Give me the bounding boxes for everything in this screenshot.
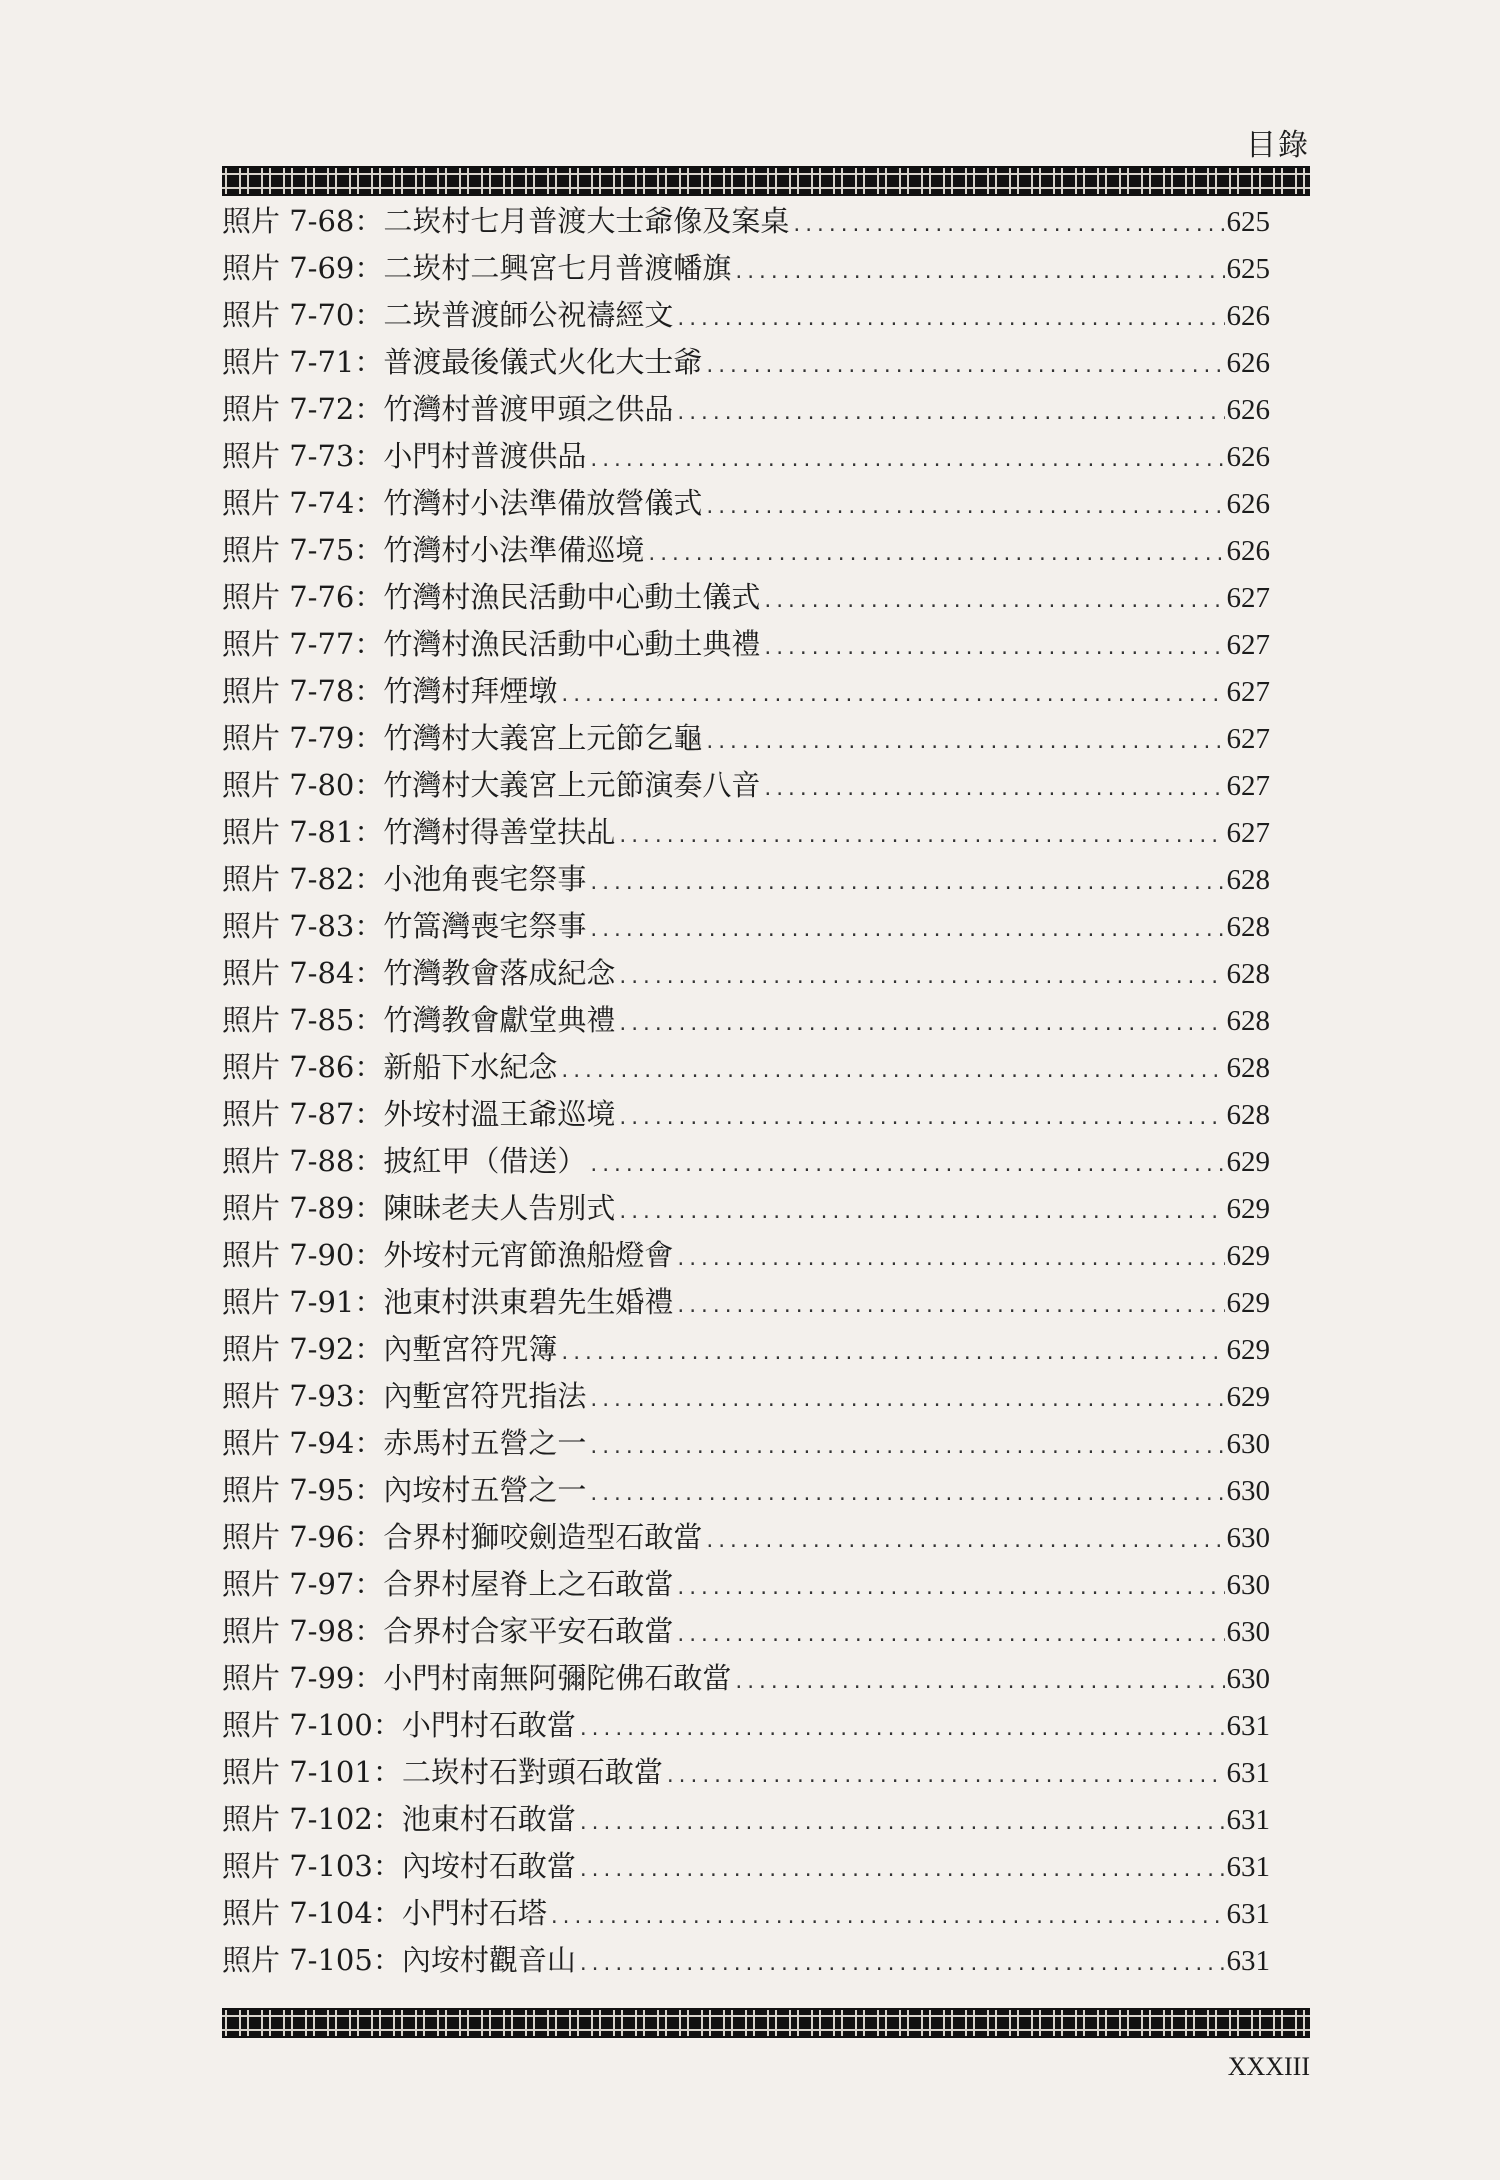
toc-entry	[222, 997, 1270, 1044]
toc-entry	[222, 1420, 1270, 1467]
toc-entry-page: 625	[1226, 206, 1270, 238]
toc-leader-dots	[704, 1518, 1224, 1565]
toc-entry-label: 照片 7-100：小門村石敢當	[222, 1708, 576, 1742]
toc-leader-dots	[578, 1706, 1225, 1753]
toc-entry	[222, 527, 1270, 574]
toc-entry-page: 630	[1226, 1663, 1270, 1695]
toc-leader-dots	[588, 860, 1224, 907]
toc-entry	[222, 1749, 1270, 1796]
toc-entry-page: 627	[1226, 582, 1270, 614]
toc-entry-label: 照片 7-93：內塹宮符咒指法	[222, 1379, 587, 1413]
toc-entry-page: 626	[1226, 488, 1270, 520]
toc-entry-page: 628	[1226, 958, 1270, 990]
toc-entry	[222, 762, 1270, 809]
toc-entry	[222, 1138, 1270, 1185]
toc-leader-dots	[675, 1236, 1224, 1283]
toc-entry	[222, 480, 1270, 527]
toc-entry-label: 照片 7-71：普渡最後儀式火化大士爺	[222, 345, 703, 379]
toc-leader-dots	[704, 484, 1224, 531]
toc-entry	[222, 386, 1270, 433]
toc-entry-label: 照片 7-82：小池角喪宅祭事	[222, 862, 587, 896]
toc-entry-label: 照片 7-91：池東村洪東碧先生婚禮	[222, 1285, 674, 1319]
toc-entry	[222, 1326, 1270, 1373]
toc-entry	[222, 1608, 1270, 1655]
toc-leader-dots	[675, 1612, 1224, 1659]
bottom-ornamental-border	[222, 2008, 1310, 2038]
top-ornamental-border	[222, 166, 1310, 196]
toc-entry-page: 629	[1226, 1193, 1270, 1225]
toc-entry-page: 631	[1226, 1898, 1270, 1930]
toc-entry	[222, 1514, 1270, 1561]
toc-entry-page: 631	[1226, 1757, 1270, 1789]
toc-leader-dots	[578, 1800, 1225, 1847]
toc-leader-dots	[559, 1048, 1224, 1095]
toc-entry-label: 照片 7-102：池東村石敢當	[222, 1802, 576, 1836]
toc-entry-label: 照片 7-74：竹灣村小法準備放營儀式	[222, 486, 703, 520]
toc-entry-label: 照片 7-70：二崁普渡師公祝禱經文	[222, 298, 674, 332]
toc-leader-dots	[675, 296, 1224, 343]
toc-entry-label: 照片 7-98：合界村合家平安石敢當	[222, 1614, 674, 1648]
toc-entry	[222, 1279, 1270, 1326]
toc-leader-dots	[549, 1894, 1225, 1941]
toc-entry	[222, 1937, 1270, 1984]
toc-entry	[222, 339, 1270, 386]
toc-entry	[222, 245, 1270, 292]
toc-entry-label: 照片 7-86：新船下水紀念	[222, 1050, 558, 1084]
toc-entry-label: 照片 7-80：竹灣村大義宮上元節演奏八音	[222, 768, 761, 802]
toc-leader-dots	[617, 813, 1224, 860]
toc-entry-label: 照片 7-84：竹灣教會落成紀念	[222, 956, 616, 990]
toc-entry-page: 627	[1226, 770, 1270, 802]
toc-entry	[222, 621, 1270, 668]
toc-entry-page: 626	[1226, 535, 1270, 567]
toc-entry-page: 627	[1226, 629, 1270, 661]
toc-leader-dots	[588, 1424, 1224, 1471]
toc-leader-dots	[617, 1001, 1224, 1048]
toc-entry-label: 照片 7-73：小門村普渡供品	[222, 439, 587, 473]
toc-entry-label: 照片 7-77：竹灣村漁民活動中心動土典禮	[222, 627, 761, 661]
toc-entry-label: 照片 7-88：披紅甲（借送）	[222, 1144, 587, 1178]
toc-entry-label: 照片 7-87：外垵村溫王爺巡境	[222, 1097, 616, 1131]
toc-entry-page: 626	[1226, 441, 1270, 473]
toc-entry-label: 照片 7-75：竹灣村小法準備巡境	[222, 533, 645, 567]
toc-entry-label: 照片 7-103：內垵村石敢當	[222, 1849, 576, 1883]
toc-entry-page: 625	[1226, 253, 1270, 285]
toc-entry-label: 照片 7-69：二崁村二興宮七月普渡幡旗	[222, 251, 732, 285]
toc-leader-dots	[675, 1283, 1224, 1330]
toc-entry-label: 照片 7-89：陳昧老夫人告別式	[222, 1191, 616, 1225]
toc-entry-page: 629	[1226, 1381, 1270, 1413]
toc-leader-dots	[588, 437, 1224, 484]
toc-entry-label: 照片 7-104：小門村石塔	[222, 1896, 547, 1930]
toc-leader-dots	[665, 1753, 1225, 1800]
toc-entry-label: 照片 7-105：內垵村觀音山	[222, 1943, 576, 1977]
toc-entry-label: 照片 7-99：小門村南無阿彌陀佛石敢當	[222, 1661, 732, 1695]
toc-leader-dots	[733, 249, 1224, 296]
table-of-contents-list	[222, 198, 1270, 1984]
toc-entry-label: 照片 7-72：竹灣村普渡甲頭之供品	[222, 392, 674, 426]
toc-entry-label: 照片 7-83：竹篙灣喪宅祭事	[222, 909, 587, 943]
toc-entry-page: 631	[1226, 1804, 1270, 1836]
toc-entry-page: 630	[1226, 1616, 1270, 1648]
toc-leader-dots	[762, 766, 1224, 813]
toc-entry-label: 照片 7-68：二崁村七月普渡大士爺像及案桌	[222, 204, 790, 238]
toc-leader-dots	[588, 907, 1224, 954]
toc-entry-page: 628	[1226, 864, 1270, 896]
toc-entry-label: 照片 7-85：竹灣教會獻堂典禮	[222, 1003, 616, 1037]
toc-entry	[222, 1796, 1270, 1843]
toc-entry-label: 照片 7-90：外垵村元宵節漁船燈會	[222, 1238, 674, 1272]
toc-entry	[222, 292, 1270, 339]
toc-entry-label: 照片 7-79：竹灣村大義宮上元節乞龜	[222, 721, 703, 755]
toc-leader-dots	[675, 1565, 1224, 1612]
toc-entry-page: 626	[1226, 347, 1270, 379]
toc-entry-label: 照片 7-76：竹灣村漁民活動中心動土儀式	[222, 580, 761, 614]
toc-leader-dots	[588, 1377, 1224, 1424]
toc-leader-dots	[704, 343, 1224, 390]
toc-entry-page: 628	[1226, 1005, 1270, 1037]
toc-entry-page: 628	[1226, 1099, 1270, 1131]
toc-leader-dots	[588, 1471, 1224, 1518]
toc-entry	[222, 1467, 1270, 1514]
toc-entry-page: 630	[1226, 1522, 1270, 1554]
toc-entry	[222, 715, 1270, 762]
toc-entry-label: 照片 7-101：二崁村石對頭石敢當	[222, 1755, 663, 1789]
toc-entry	[222, 574, 1270, 621]
toc-leader-dots	[588, 1142, 1224, 1189]
toc-leader-dots	[578, 1941, 1225, 1988]
toc-entry	[222, 668, 1270, 715]
toc-entry-page: 630	[1226, 1569, 1270, 1601]
toc-entry-page: 628	[1226, 911, 1270, 943]
toc-entry-page: 629	[1226, 1240, 1270, 1272]
toc-entry-page: 626	[1226, 394, 1270, 426]
toc-leader-dots	[559, 672, 1224, 719]
toc-entry-page: 630	[1226, 1428, 1270, 1460]
toc-leader-dots	[704, 719, 1224, 766]
toc-leader-dots	[578, 1847, 1225, 1894]
toc-entry-label: 照片 7-94：赤馬村五營之一	[222, 1426, 587, 1460]
toc-entry-label: 照片 7-78：竹灣村拜煙墩	[222, 674, 558, 708]
toc-entry	[222, 1702, 1270, 1749]
toc-entry	[222, 1044, 1270, 1091]
toc-entry-page: 631	[1226, 1851, 1270, 1883]
toc-entry	[222, 809, 1270, 856]
toc-entry-label: 照片 7-81：竹灣村得善堂扶乩	[222, 815, 616, 849]
toc-leader-dots	[791, 202, 1224, 249]
toc-entry	[222, 1890, 1270, 1937]
toc-leader-dots	[762, 578, 1224, 625]
toc-entry	[222, 950, 1270, 997]
toc-entry	[222, 198, 1270, 245]
toc-leader-dots	[617, 954, 1224, 1001]
toc-entry-page: 631	[1226, 1710, 1270, 1742]
toc-entry	[222, 1091, 1270, 1138]
toc-entry	[222, 1843, 1270, 1890]
page-number: XXXIII	[1227, 2052, 1310, 2081]
toc-leader-dots	[617, 1095, 1224, 1142]
toc-entry	[222, 1561, 1270, 1608]
toc-entry-page: 630	[1226, 1475, 1270, 1507]
toc-entry-label: 照片 7-92：內塹宮符咒簿	[222, 1332, 558, 1366]
toc-entry-label: 照片 7-96：合界村獅咬劍造型石敢當	[222, 1520, 703, 1554]
toc-entry	[222, 1655, 1270, 1702]
toc-leader-dots	[762, 625, 1224, 672]
toc-entry-page: 629	[1226, 1334, 1270, 1366]
toc-leader-dots	[646, 531, 1224, 578]
toc-entry	[222, 1185, 1270, 1232]
toc-leader-dots	[675, 390, 1224, 437]
toc-entry-label: 照片 7-95：內垵村五營之一	[222, 1473, 587, 1507]
toc-entry	[222, 1232, 1270, 1279]
toc-entry-page: 627	[1226, 723, 1270, 755]
toc-entry-page: 626	[1226, 300, 1270, 332]
toc-entry	[222, 433, 1270, 480]
toc-entry	[222, 903, 1270, 950]
toc-leader-dots	[733, 1659, 1224, 1706]
toc-entry-page: 627	[1226, 817, 1270, 849]
toc-entry	[222, 1373, 1270, 1420]
toc-entry	[222, 856, 1270, 903]
toc-leader-dots	[617, 1189, 1224, 1236]
toc-entry-page: 629	[1226, 1287, 1270, 1319]
toc-leader-dots	[559, 1330, 1224, 1377]
toc-entry-page: 631	[1226, 1945, 1270, 1977]
page-header-title: 目錄	[1246, 128, 1310, 163]
toc-entry-page: 627	[1226, 676, 1270, 708]
toc-entry-label: 照片 7-97：合界村屋脊上之石敢當	[222, 1567, 674, 1601]
toc-entry-page: 629	[1226, 1146, 1270, 1178]
toc-entry-page: 628	[1226, 1052, 1270, 1084]
